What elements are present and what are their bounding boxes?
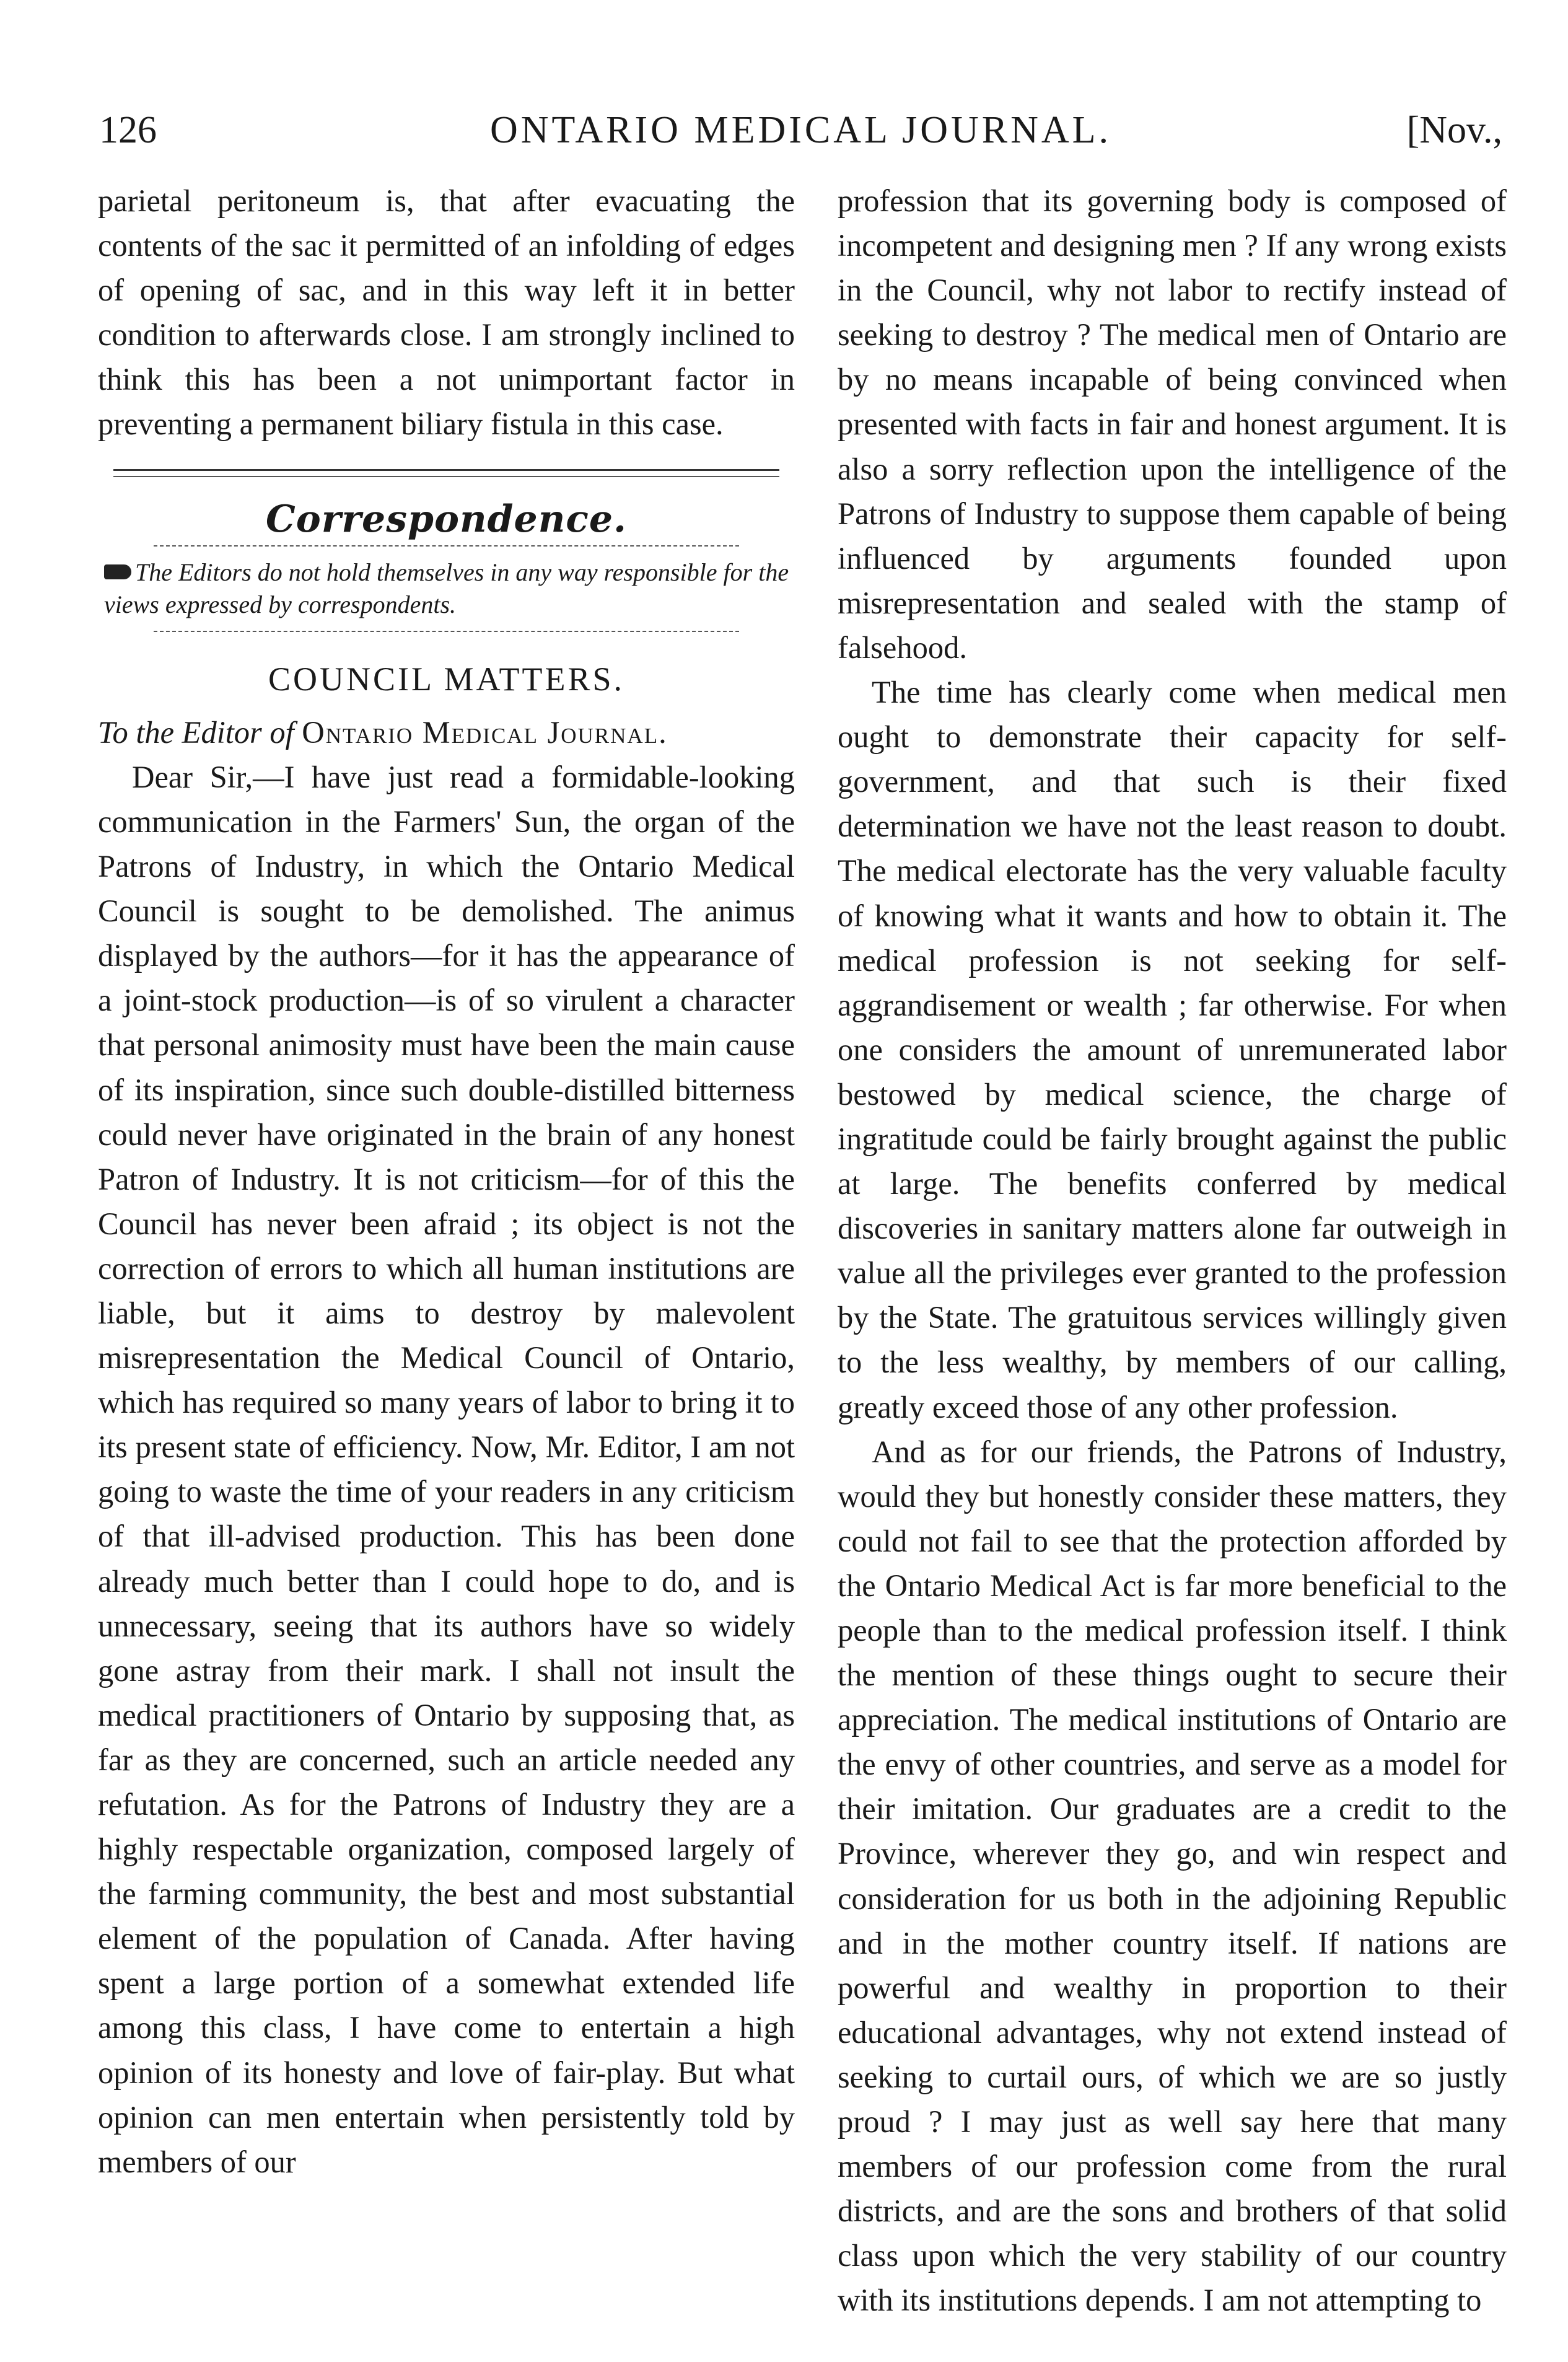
heading-underline: [154, 545, 739, 547]
article-title: COUNCIL MATTERS.: [268, 660, 625, 698]
page-header: [99, 108, 1502, 164]
issue-month: [Nov.,: [1406, 109, 1502, 151]
running-title: ONTARIO MEDICAL JOURNAL.: [489, 109, 1112, 151]
salutation-journal: Ontario Medical Journal.: [302, 714, 668, 750]
section-divider: [113, 469, 779, 471]
pointing-hand-icon: [104, 564, 131, 579]
continuation-paragraph: parietal peritoneum is, that after evacuating the contents of the sac it permitted of an infolding of edges of opening of sac, and in this way left it in better condition to afterwards close. I am strongly inclined to think this has been a not unimportant factor in preventing a permanent biliary fistula in this case.: [98, 183, 795, 442]
letter-body: Dear Sir,—I have just read a formidable-looking communication in the Farmers' Sun, the organ of the Patrons of Industry, in which the Ontario Medical Council is sought to be demolished. The animus displayed by the authors—for it has the appearance of a joint-stock production—is of so virulent a character that personal animosity must have been the main cause of its inspiration, since such double-distilled bitterness could never have originated in the brain of any honest Patron of Industry. It is not criticism—for of this the Council has never been afraid ; its object is not the correction of errors to which all human institutions are liable, but it aims to destroy by malevolent misrepresentation the Medical Council of Ontario, which has required so many years of labor to bring it to its present state of efficiency. Now, Mr. Editor, I am not going to waste the time of your readers in any criticism of that ill-advised production. This has been done already much better than I could hope to do, and is unnecessary, seeing that its authors have so widely gone astray from their mark. I shall not insult the medical practitioners of Ontario by supposing that, as far as they are concerned, such an article needed any refutation. As for the Patrons of Industry they are a highly respectable organization, composed largely of the farming community, the best and most substantial element of the population of Canada. After having spent a large portion of a somewhat extended life among this class, I have come to entertain a high opinion of its honesty and love of fair-play. But what opinion can men entertain when persistently told by members of our: [98, 759, 795, 2179]
salutation-prefix: To the Editor of: [98, 714, 294, 750]
section-heading: Correspondence.: [266, 497, 627, 541]
right-paragraph-2: The time has clearly come when medical men ought to demonstrate their capacity for self-government, and that such is their fixed determination we have not the least reason to doubt. The medical electorate has the very valuable faculty of knowing what it wants and how to obtain it. The medical profession is not seeking for self-aggrandisement or wealth ; far otherwise. For when one considers the amount of unremunerated labor bestowed by medical science, the charge of ingratitude could be fairly brought against the public at large. The benefits conferred by medical discoveries in sanitary matters alone far outweigh in value all the privileges ever granted to the profession by the State. The gratuitous services willingly given to the less wealthy, by members of our calling, greatly exceed those of any other profession.: [838, 675, 1507, 1425]
editors-note: [98, 556, 795, 621]
page-number: 126: [99, 109, 157, 151]
right-paragraph-3: And as for our friends, the Patrons of Industry, would they but honestly consider these matters, they could not fail to see that the protection afforded by the Ontario Medical Act is far more beneficial to the people than to the medical profession itself. I think the mention of these things ought to secure their appreciation. The medical institutions of Ontario are the envy of other countries, and serve as a model for their imitation. Our graduates are a credit to the Province, wherever they go, and win respect and consideration for us both in the adjoining Republic and in the mother country itself. If nations are powerful and wealthy in proportion to their educational advantages, why not extend instead of seeking to curtail ours, of which we are so justly proud ? I may just as well say here that many members of our profession come from the rural districts, and are the sons and brothers of that solid class upon which the very stability of our country with its institutions depends. I am not attempting to: [838, 1434, 1507, 2318]
left-column: [98, 178, 795, 2184]
editors-note-text: The Editors do not hold themselves in any way responsible for the views expressed by correspondents.: [104, 558, 789, 618]
salutation: [98, 710, 795, 755]
note-divider: [154, 631, 739, 632]
right-column: [838, 178, 1507, 2323]
right-paragraph-1: profession that its governing body is composed of incompetent and designing men ? If any wrong exists in the Council, why not labor to rectify instead of seeking to destroy ? The medical men of Ontario are by no means incapable of being convinced when presented with facts in fair and honest argument. It is also a sorry reflection upon the intelligence of the Patrons of Industry to suppose them capable of being influenced by arguments founded upon misrepresentation and sealed with the stamp of falsehood.: [838, 183, 1507, 665]
